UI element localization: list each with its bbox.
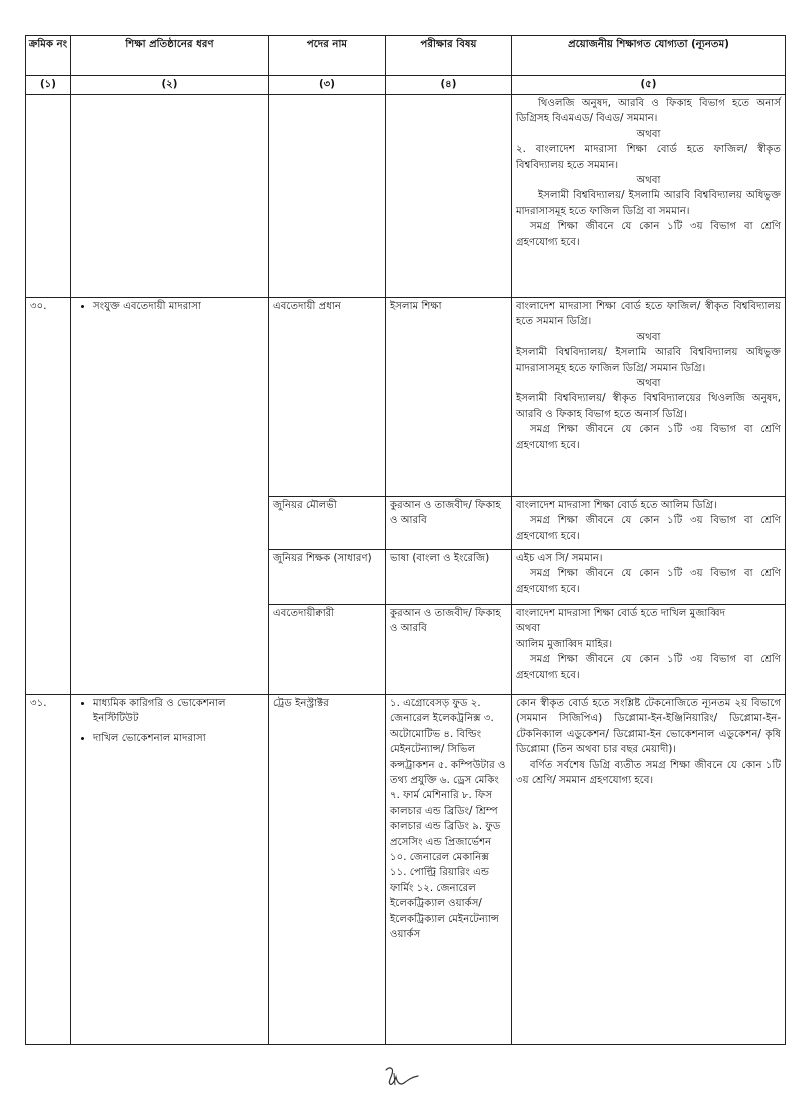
column-number: (৪): [386, 76, 512, 95]
qualification-cell: [512, 298, 786, 497]
qualification-text: বাংলাদেশ মাদরাসা শিক্ষা বোর্ড হতে আলিম ডিগ্রি।: [516, 500, 717, 511]
column-number: (৩): [269, 76, 386, 95]
institution-item: • মাধ্যমিক কারিগরি ও ভোকেশনাল ইনস্টিটিউট: [93, 696, 264, 727]
institution-cell: [71, 298, 269, 695]
column-number: (১): [26, 76, 71, 95]
header-exam-subject: পরীক্ষার বিষয়: [386, 36, 512, 76]
qualification-text: সমগ্র শিক্ষা জীবনে যে কোন ১টি ৩য় বিভাগ বা শ্রেণি গ্রহণযোগ্য হবে।: [516, 654, 781, 681]
institution-cell: [71, 95, 269, 298]
column-number-row: [26, 76, 786, 95]
qualification-text: বাংলাদেশ মাদরাসা শিক্ষা বোর্ড হতে ফাজিল/ স্বীকৃত বিশ্ববিদ্যালয় হতে সমমান ডিগ্রি।: [516, 301, 781, 328]
qualification-text: ইসলামী বিশ্ববিদ্যালয়/ স্বীকৃত বিশ্ববিদ্যালয়ের থিওলজি অনুষদ, আরবি ও ফিকাহ বিভাগ হতে অনার্স ডিগ্রি।: [516, 393, 781, 420]
column-number: (২): [71, 76, 269, 95]
subject-cell: কুরআন ও তাজবীদ/ ফিকাহ ও আরবি: [386, 497, 512, 550]
column-number: (৫): [512, 76, 786, 95]
post-cell: ট্রেড ইনস্ট্রাক্টর: [269, 695, 386, 1045]
serial-cell: ৩০.: [26, 298, 71, 695]
table-row-30-post-1: [26, 298, 786, 497]
post-cell: এবতেদায়ীক্বারী: [269, 605, 386, 695]
qualification-text: বাংলাদেশ মাদরাসা শিক্ষা বোর্ড হতে দাখিল মুজাব্বিদ: [516, 608, 726, 619]
or-separator: অথবা: [636, 331, 661, 343]
header-institution-type: শিক্ষা প্রতিষ্ঠানের ধরণ: [71, 36, 269, 76]
subject-cell: ১. এগ্রোবেসড় ফুড ২. জেনারেল ইলেকট্রনিক্স ৩. অটোমোটিভ ৪. বিল্ডিং মেইনটেন্যান্স/ সিভিল কন্সট্রাকশন ৫. কম্পিউটার ও তথ্য প্রযুক্তি ৬. ড্রেস মেকিং ৭. ফার্ম মেশিনারি ৮. ফিস কালচার এন্ড ব্রিডিং/ শ্রিম্প কালচার এন্ড ব্রিডিং ৯. ফুড প্রসেসিং এন্ড প্রিজার্ভেশন ১০. জেনারেল মেকানিক্স ১১. পোল্ট্রি রিয়ারিং এন্ড ফার্মিং ১২. জেনারেল ইলেকট্রিক্যাল ওয়ার্কস/ ইলেকট্রিক্যাল মেইনটেন্যান্স ওয়ার্কস: [386, 695, 512, 1045]
table-row-continuation: [26, 95, 786, 298]
qualification-text: ইসলামী বিশ্ববিদ্যালয়/ ইসলামি আরবি বিশ্ববিদ্যালয় অধিভুক্ত মাদরাসাসমূহ হতে ফাজিল ডিগ্রি/ সমমান ডিগ্রি।: [516, 347, 781, 374]
qualification-text: বর্ণিত সর্বশেষ ডিগ্রি ব্যতীত সমগ্র শিক্ষা জীবনে যে কোন ১টি ৩য় শ্রেণি/ সমমান গ্রহণযোগ্য হবে।: [516, 759, 781, 787]
or-separator: অথবা: [516, 623, 541, 635]
qualification-text: সমগ্র শিক্ষা জীবনে যে কোন ১টি ৩য় বিভাগ বা শ্রেণি গ্রহণযোগ্য হবে।: [516, 424, 781, 451]
qualification-cell: [512, 550, 786, 605]
post-cell: জুনিয়র শিক্ষক (সাধারণ): [269, 550, 386, 605]
signature-mark: [382, 1064, 422, 1090]
qualification-cell: [512, 605, 786, 695]
subject-cell: কুরআন ও তাজবীদ/ ফিকাহ ও আরবি: [386, 605, 512, 695]
qualification-text: ২. বাংলাদেশ মাদরাসা শিক্ষা বোর্ড হতে ফাজিল/ স্বীকৃত বিশ্ববিদ্যালয় হতে সমমান।: [516, 144, 781, 171]
qualification-text: কোন স্বীকৃত বোর্ড হতে সংশ্লিষ্ট টেকনোজিতে ন্যূনতম ২য় বিভাগে (সমমান সিজিপিএ) ডিপ্লোমা-ইন-ইঞ্জিনিয়ারিং/ ডিপ্লোমা-ইন-টেকনিক্যাল এডুকেশন/ ডিপ্লোমা-ইন ভোকেশনাল এডুকেশন/ কৃষি ডিপ্লোমা (তিন অথবা চার বছর মেয়াদী)।: [516, 698, 781, 756]
or-separator: অথবা: [636, 175, 661, 187]
post-cell: [269, 95, 386, 298]
header-row: [26, 36, 786, 76]
institution-item: • সংযুক্ত এবতেদায়ী মাদরাসা: [93, 299, 264, 314]
qualification-cell: [512, 497, 786, 550]
serial-cell: [26, 95, 71, 298]
header-serial: ক্রমিক নং: [26, 36, 71, 76]
or-separator: অথবা: [636, 378, 661, 390]
qualification-cell: [512, 95, 786, 298]
qualification-text: সমগ্র শিক্ষা জীবনে যে কোন ১টি ৩য় বিভাগ বা শ্রেণি গ্রহণযোগ্য হবে।: [516, 568, 781, 595]
institution-cell: [71, 695, 269, 1045]
header-qualification: প্রয়োজনীয় শিক্ষাগত যোগ্যতা (ন্যূনতম): [512, 36, 786, 76]
qualification-cell: [512, 695, 786, 1045]
institution-item: • দাখিল ভোকেশনাল মাদরাসা: [93, 731, 264, 746]
qualification-text: সমগ্র শিক্ষা জীবনে যে কোন ১টি ৩য় বিভাগ বা শ্রেণি গ্রহণযোগ্য হবে।: [516, 221, 781, 248]
post-cell: জুনিয়র মৌলভী: [269, 497, 386, 550]
subject-cell: ইসলাম শিক্ষা: [386, 298, 512, 497]
subject-cell: ভাষা (বাংলা ও ইংরেজি): [386, 550, 512, 605]
header-post-name: পদের নাম: [269, 36, 386, 76]
qualification-text: ইসলামী বিশ্ববিদ্যালয়/ ইসলামি আরবি বিশ্ববিদ্যালয় অধিভুক্ত মাদরাসাসমূহ হতে ফাজিল ডিগ্রি বা সমমান।: [516, 190, 781, 217]
or-separator: অথবা: [636, 128, 661, 140]
post-cell: এবতেদায়ী প্রধান: [269, 298, 386, 497]
qualification-text: এইচ এস সি/ সমমান।: [516, 553, 603, 564]
table-row-31: [26, 695, 786, 1045]
qualification-text: আলিম মুজাব্বিদ মাহির।: [516, 638, 613, 650]
serial-cell: ৩১.: [26, 695, 71, 1045]
recruitment-qualification-table: [25, 35, 786, 1045]
qualification-text: থিওলজি অনুষদ, আরবি ও ফিকাহ বিভাগ হতে অনার্স ডিগ্রিসহ বিএমএড/ বিএড/ সমমান।: [516, 98, 781, 125]
subject-cell: [386, 95, 512, 298]
qualification-text: সমগ্র শিক্ষা জীবনে যে কোন ১টি ৩য় বিভাগ বা শ্রেণি গ্রহণযোগ্য হবে।: [516, 515, 781, 542]
